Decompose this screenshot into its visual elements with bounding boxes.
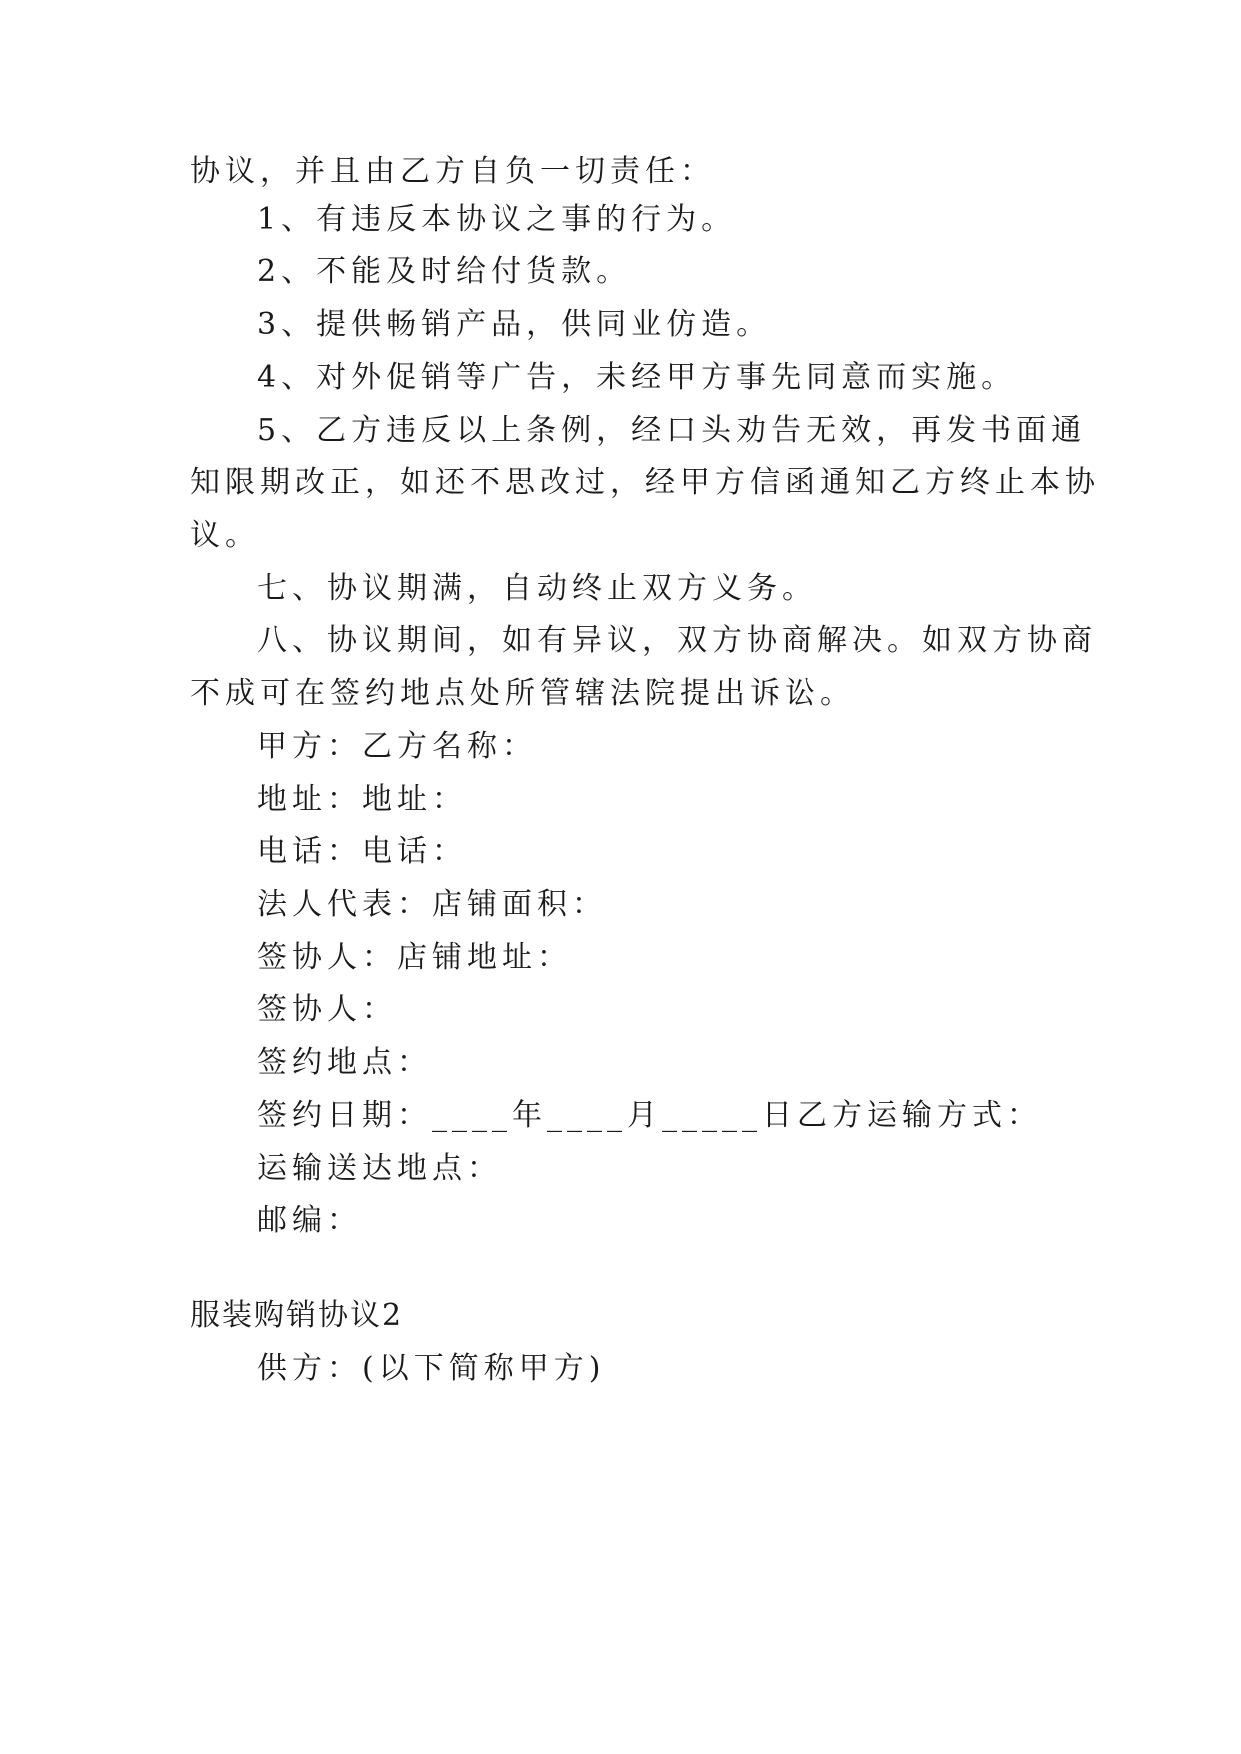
- supplier-line: 供方：(以下简称甲方): [257, 1351, 606, 1386]
- clause-eight: 八、协议期间，如有异议，双方协商解决。如双方协商: [257, 623, 1097, 658]
- signature-field: 地址：地址：: [257, 782, 467, 817]
- signature-field: 签协人：: [257, 992, 397, 1027]
- list-item: 3、提供畅销产品，供同业仿造。: [257, 307, 772, 342]
- list-item: 5、乙方违反以上条例，经口头劝告无效，再发书面通: [257, 413, 1087, 448]
- signing-date-field: 签约日期：____年____月_____日乙方运输方式：: [257, 1098, 1042, 1133]
- signature-field: 签协人：店铺地址：: [257, 940, 572, 975]
- text-line: 议。: [190, 518, 260, 553]
- clause-seven: 七、协议期满，自动终止双方义务。: [257, 571, 817, 606]
- signature-field: 法人代表：店铺面积：: [257, 887, 607, 922]
- text-line: 协议，并且由乙方自负一切责任：: [190, 154, 715, 189]
- text-line: 知限期改正，如还不思改过，经甲方信函通知乙方终止本协: [190, 465, 1100, 500]
- list-item: 2、不能及时给付货款。: [257, 254, 632, 289]
- section-heading: 服装购销协议2: [190, 1298, 404, 1333]
- delivery-address-field: 运输送达地点：: [257, 1151, 502, 1186]
- signature-field: 电话：电话：: [257, 834, 467, 869]
- signature-field: 甲方：乙方名称：: [257, 729, 537, 764]
- list-item: 4、对外促销等广告，未经甲方事先同意而实施。: [257, 360, 1017, 395]
- signature-field: 签约地点：: [257, 1045, 432, 1080]
- postcode-field: 邮编：: [257, 1203, 362, 1238]
- text-line: 不成可在签约地点处所管辖法院提出诉讼。: [190, 676, 855, 711]
- list-item: 1、有违反本协议之事的行为。: [257, 202, 737, 237]
